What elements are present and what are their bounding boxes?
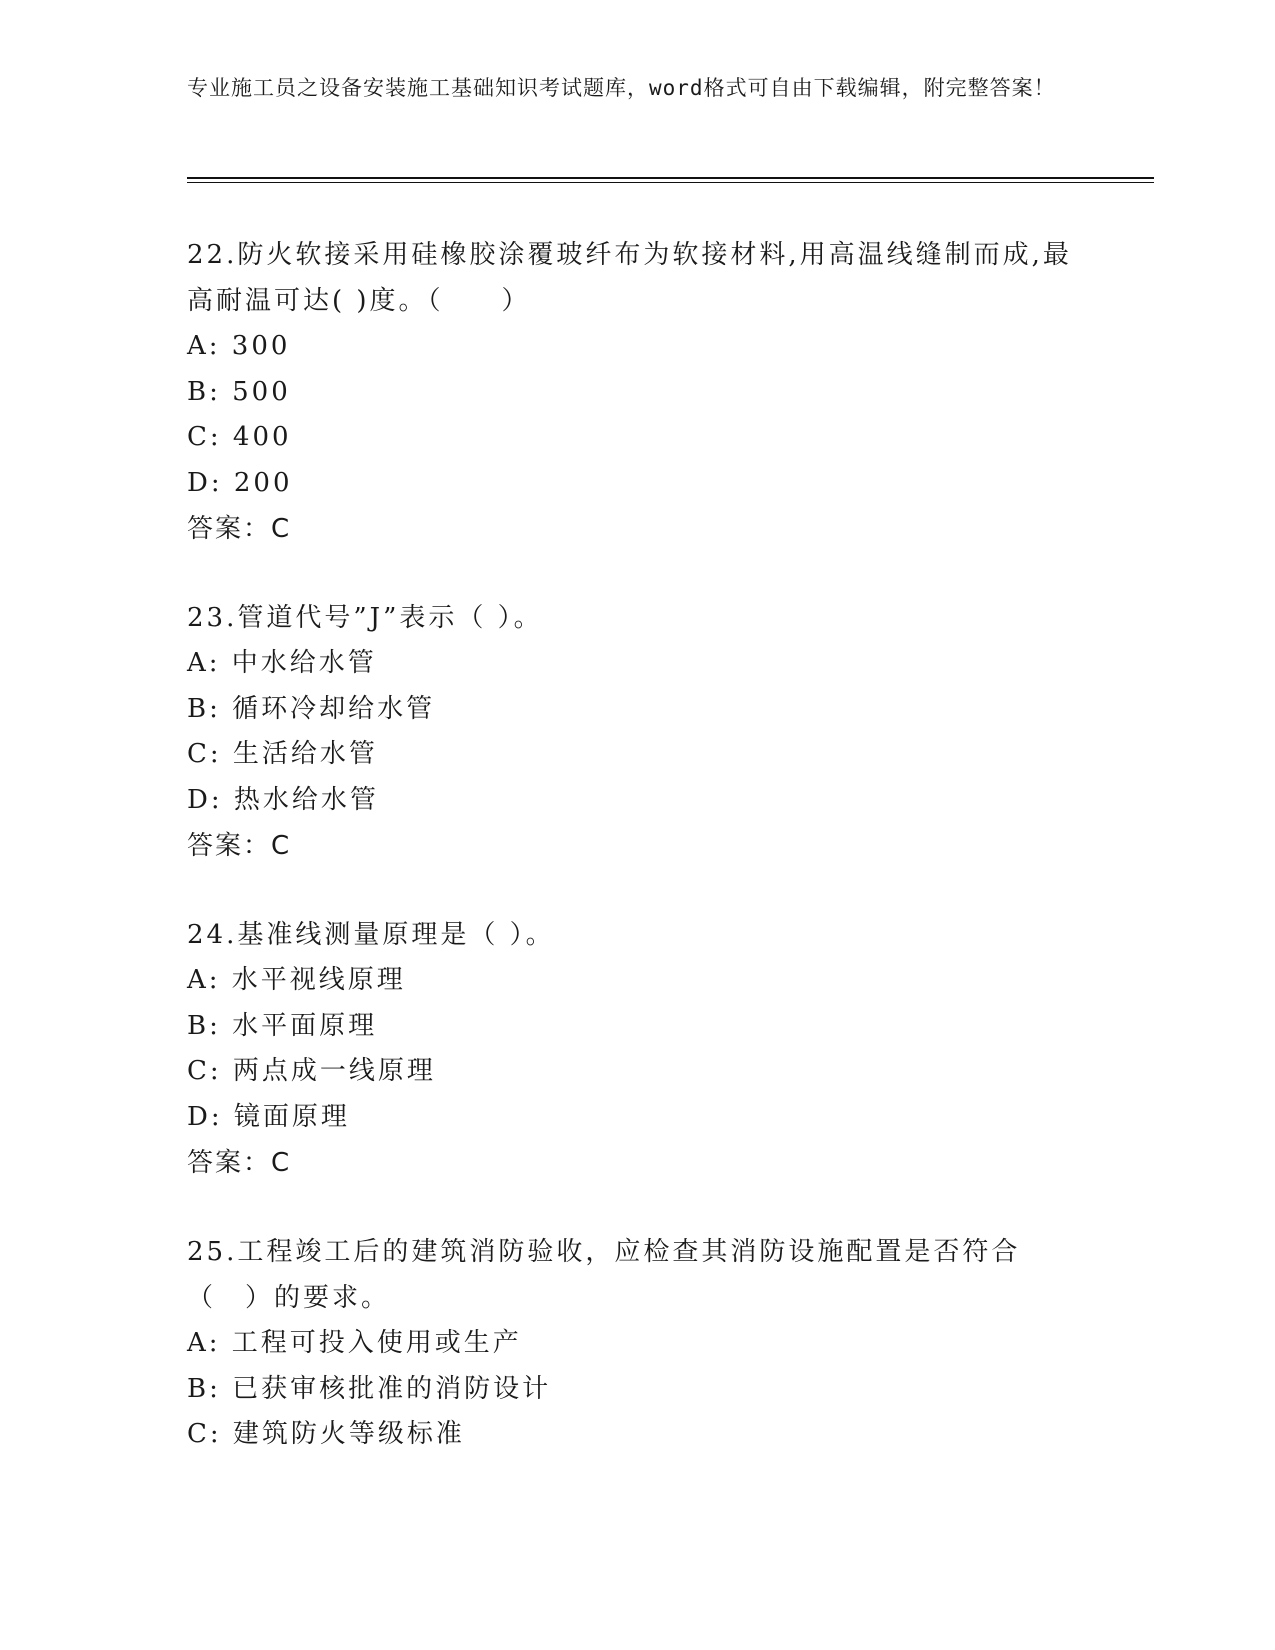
document-header: 专业施工员之设备安装施工基础知识考试题库，word格式可自由下载编辑，附完整答案！	[187, 76, 1056, 100]
option-d: D: 热水给水管	[187, 784, 379, 815]
option-c: C: 400	[187, 422, 292, 452]
option-d: D: 200	[187, 467, 293, 498]
question-stem: 25.工程竣工后的建筑消防验收，应检查其消防设施配置是否符合（ ）的要求。	[187, 1237, 1021, 1313]
option-d: D: 镜面原理	[187, 1101, 350, 1132]
question-list	[187, 232, 1087, 1501]
answer-line: 答案：C	[187, 1148, 292, 1178]
question-stem: 24.基准线测量原理是（ ）。	[187, 920, 555, 950]
option-a: A: 工程可投入使用或生产	[187, 1328, 522, 1358]
question-25	[187, 1229, 1087, 1458]
option-b: B: 水平面原理	[187, 1010, 378, 1041]
question-stem: 22.防火软接采用硅橡胶涂覆玻纤布为软接材料,用高温线缝制而成,最高耐温可达( )度。（ ）	[187, 240, 1072, 316]
question-23	[187, 595, 1087, 869]
answer-line: 答案：C	[187, 514, 292, 544]
option-a: A: 300	[187, 331, 291, 361]
question-stem: 23.管道代号”J”表示（ ）。	[187, 603, 543, 633]
option-c: C: 生活给水管	[187, 739, 378, 769]
option-b: B: 循环冷却给水管	[187, 693, 436, 724]
question-22	[187, 232, 1087, 552]
option-a: A: 中水给水管	[187, 648, 377, 678]
option-a: A: 水平视线原理	[187, 965, 406, 995]
answer-line: 答案：C	[187, 831, 292, 861]
header-divider-thick	[187, 177, 1154, 179]
header-divider-thin	[187, 182, 1154, 183]
option-c: C: 建筑防火等级标准	[187, 1419, 465, 1449]
question-24	[187, 912, 1087, 1186]
option-b: B: 已获审核批准的消防设计	[187, 1373, 552, 1404]
option-b: B: 500	[187, 376, 291, 407]
option-c: C: 两点成一线原理	[187, 1056, 436, 1086]
